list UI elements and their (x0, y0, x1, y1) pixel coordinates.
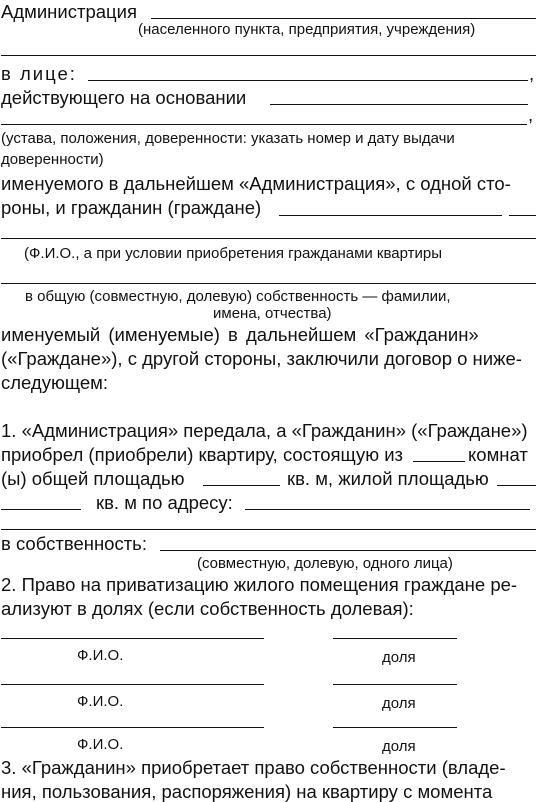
p1-address-label: кв. м по адресу: (96, 492, 233, 513)
share-value-label: доля (382, 695, 416, 712)
ownership-field[interactable] (160, 550, 536, 551)
person-label: в лице: (1, 63, 77, 84)
address-field[interactable] (245, 509, 530, 510)
address-continuation-field[interactable] (1, 529, 536, 530)
person-comma: , (529, 63, 535, 84)
citizen-line-2: («Граждане»), с другой стороны, заключили договор о ниже- (1, 348, 522, 369)
p1-line-3: (ы) общей площадью (1, 468, 185, 489)
p3-line-2: ния, пользования, распоряжения) на квартиру с момента (1, 781, 493, 802)
admin-name-continuation-field[interactable] (1, 55, 536, 56)
citizen-name-field[interactable] (279, 215, 502, 216)
share-value-label: доля (382, 649, 416, 666)
citizen-line-1: именуемый (именуемые) в дальнейшем «Гражданин» (1, 324, 479, 345)
basis-continuation-field[interactable] (1, 124, 527, 125)
fio-hint-2: в общую (совместную, долевую) собственность — фамилии, (25, 288, 451, 305)
share-value-field[interactable] (333, 684, 457, 685)
share-fio-field[interactable] (1, 684, 264, 685)
basis-comma: , (528, 104, 534, 125)
citizen-line-3: следующем: (1, 372, 109, 393)
fio-hint-3: имена, отчества) (213, 305, 332, 322)
named-line-1: именуемого в дальнейшем «Администрация», с одной сто- (1, 173, 511, 194)
share-fio-label: Ф.И.О. (77, 693, 124, 710)
ownership-label: в собственность: (1, 533, 147, 554)
p2-line-2: ализуют в долях (если собственность долевая): (1, 598, 414, 619)
p3-line-1: 3. «Гражданин» приобретает право собственности (владе- (1, 757, 506, 778)
basis-label: действующего на основании (1, 87, 247, 108)
admin-label: Администрация (1, 1, 137, 22)
basis-field[interactable] (270, 104, 528, 105)
total-area-field[interactable] (203, 485, 280, 486)
p1-living-label: кв. м, жилой площадью (287, 468, 489, 489)
person-name-field[interactable] (88, 80, 528, 81)
p1-line-1: 1. «Администрация» передала, а «Гражданин» («Граждане») (1, 420, 528, 441)
share-fio-field[interactable] (1, 638, 264, 639)
share-fio-field[interactable] (1, 727, 264, 728)
citizen-name-continuation-field[interactable] (1, 238, 536, 239)
share-value-field[interactable] (333, 638, 457, 639)
fio-hint-1: (Ф.И.О., а при условии приобретения гражданами квартиры (24, 245, 443, 262)
share-fio-label: Ф.И.О. (77, 647, 124, 664)
ownership-hint: (совместную, долевую, одного лица) (197, 555, 453, 572)
named-line-2: роны, и гражданин (граждане) (1, 197, 262, 218)
share-value-field[interactable] (333, 727, 457, 728)
p2-line-1: 2. Право на приватизацию жилого помещения граждане ре- (1, 574, 518, 595)
citizen-name-field-2[interactable] (509, 215, 536, 216)
p1-rooms-label: комнат (468, 444, 528, 465)
living-area-field[interactable] (497, 485, 536, 486)
living-area-field-2[interactable] (1, 509, 81, 510)
admin-name-field[interactable] (151, 18, 536, 19)
rooms-field[interactable] (413, 461, 465, 462)
basis-hint-1: (устава, положения, доверенности: указать номер и дату выдачи (1, 130, 455, 147)
basis-hint-2: доверенности) (1, 151, 104, 168)
p1-line-2: приобрел (приобрели) квартиру, состоящую из (1, 444, 404, 465)
share-value-label: доля (382, 738, 416, 755)
fio-blank-field[interactable] (1, 283, 536, 284)
share-fio-label: Ф.И.О. (77, 736, 124, 753)
admin-hint: (населенного пункта, предприятия, учреждения) (138, 21, 476, 38)
